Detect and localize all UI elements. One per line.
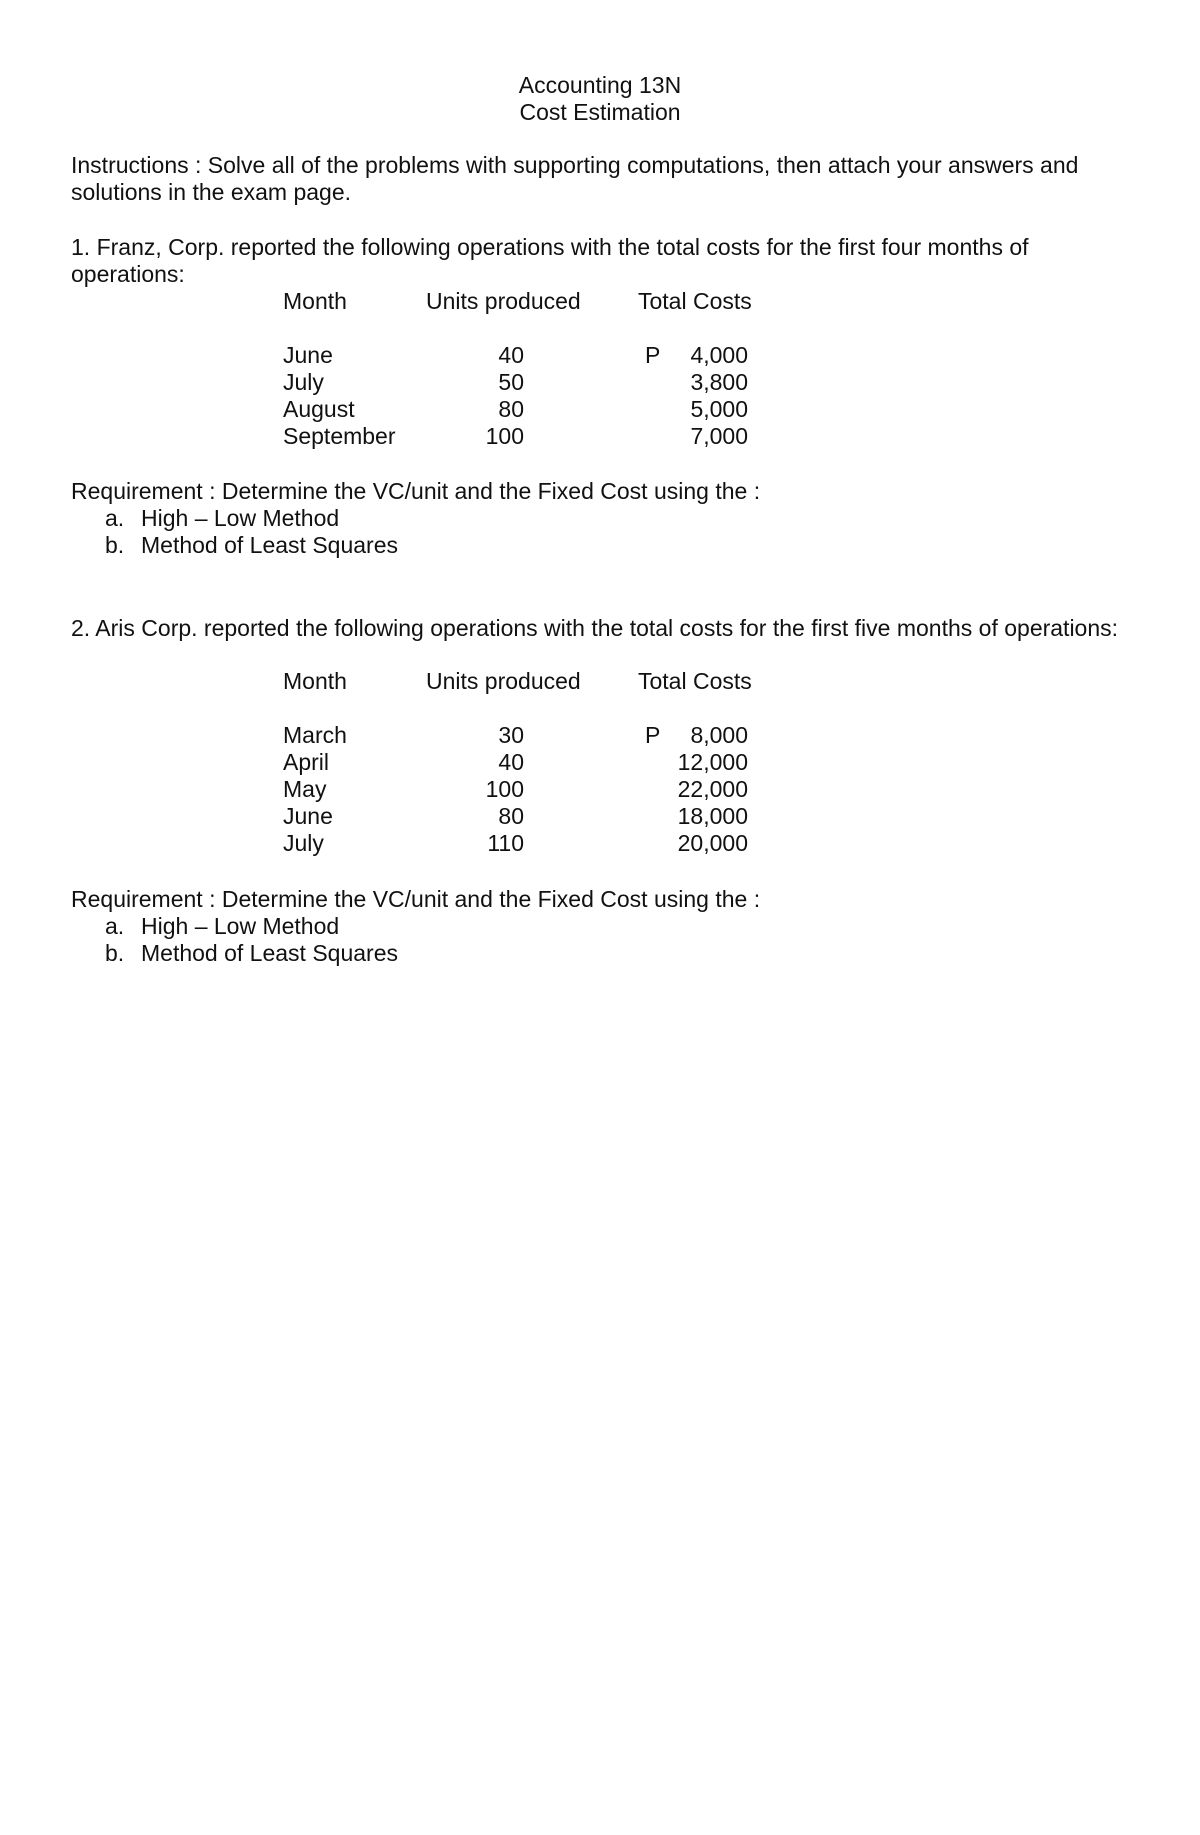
instructions-text: Instructions : Solve all of the problems with supporting computations, then attach your answers and solutions in the exam page.	[71, 152, 1079, 205]
table-row	[0, 722, 1200, 749]
table-row	[0, 749, 1200, 776]
cell-units: 40	[498, 749, 524, 775]
requirement-item	[71, 940, 1131, 967]
cell-units: 110	[487, 830, 524, 856]
cell-units: 80	[498, 396, 524, 422]
cell-currency: P	[645, 722, 661, 748]
table-row	[0, 342, 1200, 369]
cell-units: 30	[498, 722, 524, 748]
cell-month: March	[283, 722, 347, 748]
cell-month: May	[283, 776, 327, 802]
table-header-row	[0, 288, 1200, 315]
table-header-row	[0, 668, 1200, 695]
table-row	[0, 369, 1200, 396]
cell-month: July	[283, 830, 324, 856]
cell-units: 100	[485, 423, 524, 449]
table-row	[0, 423, 1200, 450]
requirement-text: High – Low Method	[141, 505, 340, 531]
problem-2-table	[0, 668, 1200, 857]
cell-month: April	[283, 749, 330, 775]
requirement-letter: b.	[105, 532, 125, 558]
cell-month: September	[283, 423, 396, 449]
column-header-total-costs: Total Costs	[638, 668, 752, 694]
cell-total-cost: 4,000	[690, 342, 748, 368]
cell-total-cost: 8,000	[690, 722, 748, 748]
requirement-label: Requirement : Determine the VC/unit and the Fixed Cost using the :	[71, 478, 761, 504]
cell-total-cost: 3,800	[690, 369, 748, 395]
cell-units: 100	[485, 776, 524, 802]
cell-month: July	[283, 369, 324, 395]
problem-1-intro: 1. Franz, Corp. reported the following operations with the total costs for the first four months of operations:	[71, 234, 1029, 287]
cell-units: 40	[498, 342, 524, 368]
cell-total-cost: 12,000	[677, 749, 748, 775]
cell-total-cost: 5,000	[690, 396, 748, 422]
table-row	[0, 803, 1200, 830]
cell-total-cost: 18,000	[677, 803, 748, 829]
topic-title: Cost Estimation	[519, 99, 681, 125]
cell-total-cost: 20,000	[677, 830, 748, 856]
problem-1-table	[0, 288, 1200, 450]
column-header-units: Units produced	[426, 288, 581, 314]
requirement-text: High – Low Method	[141, 913, 340, 939]
column-header-total-costs: Total Costs	[638, 288, 752, 314]
cell-month: August	[283, 396, 355, 422]
table-row	[0, 776, 1200, 803]
requirement-letter: a.	[105, 505, 125, 531]
requirement-item	[71, 505, 1131, 532]
cell-month: June	[283, 803, 333, 829]
problem-2-intro: 2. Aris Corp. reported the following operations with the total costs for the first five months of operations:	[71, 615, 1119, 641]
column-header-units: Units produced	[426, 668, 581, 694]
requirement-item	[71, 532, 1131, 559]
cell-total-cost: 22,000	[677, 776, 748, 802]
requirement-label: Requirement : Determine the VC/unit and the Fixed Cost using the :	[71, 886, 761, 912]
cell-total-cost: 7,000	[690, 423, 748, 449]
cell-currency: P	[645, 342, 661, 368]
cell-month: June	[283, 342, 333, 368]
problem-2-requirement	[71, 886, 1131, 967]
requirement-letter: b.	[105, 940, 125, 966]
cell-units: 50	[498, 369, 524, 395]
column-header-month: Month	[283, 288, 347, 314]
column-header-month: Month	[283, 668, 347, 694]
title-block	[0, 72, 1200, 126]
problem-1-requirement	[71, 478, 1131, 559]
requirement-letter: a.	[105, 913, 125, 939]
requirement-text: Method of Least Squares	[141, 532, 398, 558]
table-row	[0, 830, 1200, 857]
course-title: Accounting 13N	[518, 72, 682, 98]
requirement-text: Method of Least Squares	[141, 940, 398, 966]
requirement-item	[71, 913, 1131, 940]
cell-units: 80	[498, 803, 524, 829]
table-row	[0, 396, 1200, 423]
